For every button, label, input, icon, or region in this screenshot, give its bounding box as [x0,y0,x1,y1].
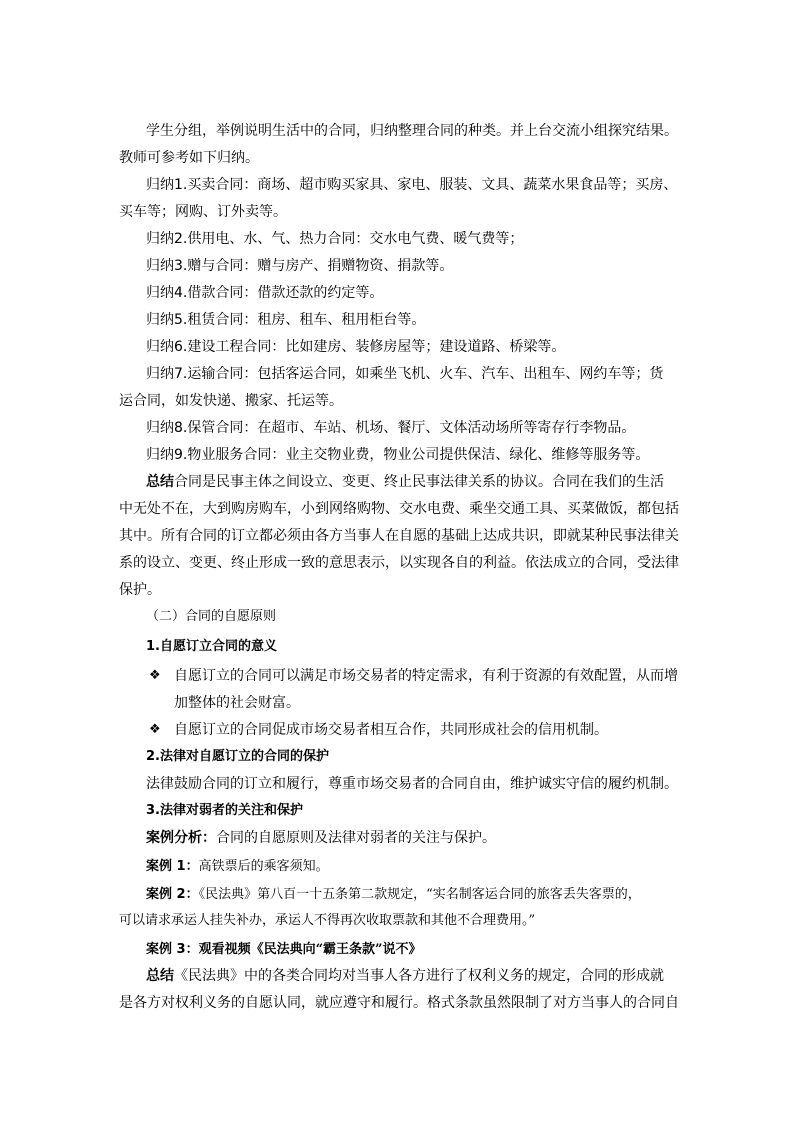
case-line [146,884,641,905]
summary-item [146,175,677,195]
summary-item [146,337,565,357]
subsection-title: 3.法律对弱者的关注和保护 [146,803,303,818]
subsection-title: 1.自愿订立合同的意义 [146,639,277,654]
bullet-text: 自愿订立的合同可以满足市场交易者的特定需求，有利于资源的有效配置，从而增 [174,668,678,684]
summary-item [146,418,635,438]
section-heading: （二）合同的自愿原则 [146,609,277,624]
summary-label: 归纳 [146,177,174,193]
bullet-icon: ❖ [149,722,161,737]
summary-label: 归纳 [146,447,174,463]
summary-text: 1.买卖合同：商场、超市购买家具、家电、服装、文具、蔬菜水果食品等；买房、 [174,177,678,193]
conclusion-line: 中无处不在，大到购房购车，小到网络购物、交水电费、乘坐交通工具、买菜做饭，都包括 [119,501,679,517]
intro-line: 学生分组，举例说明生活中的合同，归纳整理合同的种类。并上台交流小组探究结果。 [146,123,678,139]
case-analysis-line [146,828,496,848]
summary-text: 8.保管合同：在超市、车站、机场、餐厅、文体活动场所等寄存行李物品。 [174,420,636,436]
conclusion-text: 《民法典》中的各类合同均对当事人各方进行了权利义务的规定，合同的形成就 [174,968,664,984]
case-line [146,856,329,877]
conclusion-line: 保护。 [119,582,161,598]
case-label: 案例 3： [146,942,199,957]
summary-item [146,256,453,276]
case-label: 案例 2： [146,887,199,902]
case-continuation: 可以请求承运人挂失补办，承运人不得再次收取票款和其他不合理费用。” [119,913,536,928]
summary-item [146,445,649,465]
summary-text: 3.赠与合同：赠与房产、捐赠物资、捐款等。 [174,258,454,274]
summary-label: 归纳 [146,420,174,436]
bullet-text: 加整体的社会财富。 [174,695,300,711]
summary-label: 归纳 [146,231,174,247]
conclusion-line: 其中。所有合同的订立都必须由各方当事人在自愿的基础上达成共识，即就某种民事法律关 [119,528,679,544]
summary-item [146,283,383,303]
conclusion-line: 系的设立、变更、终止形成一致的意思表示，以实现各自的利益。依法成立的合同，受法律 [119,555,679,571]
summary-continuation: 买车等；网购、订外卖等。 [119,204,287,220]
summary-label: 归纳 [146,339,174,355]
intro-line: 教师可参考如下归纳。 [119,150,259,166]
conclusion-line: 是各方对权利义务的自愿认同，就应遵守和履行。格式条款虽然限制了对方当事人的合同自 [119,995,679,1011]
summary-label: 归纳 [146,366,174,382]
bullet-text: 自愿订立的合同促成市场交易者相互合作，共同形成社会的信用机制。 [174,722,608,738]
summary-continuation: 运合同，如发快递、搬家、托运等。 [119,393,343,409]
summary-text: 6.建设工程合同：比如建房、装修房屋等；建设道路、桥梁等。 [174,339,566,355]
conclusion-text: 合同是民事主体之间设立、变更、终止民事法律关系的协议。合同在我们的生活 [174,474,664,490]
case-analysis-label: 案例分析： [146,830,216,846]
summary-item [146,229,523,249]
summary-text: 7.运输合同：包括客运合同，如乘坐飞机、火车、汽车、出租车、网约车等；货 [174,366,664,382]
summary-text: 4.借款合同：借款还款的约定等。 [174,285,384,301]
conclusion-label: 总结 [146,474,174,490]
body-text: 法律鼓励合同的订立和履行，尊重市场交易者的合同自由，维护诚实守信的履约机制。 [146,776,678,792]
case-label: 案例 1： [146,859,199,874]
summary-text: 2.供用电、水、气、热力合同：交水电气费、暖气费等； [174,231,524,247]
conclusion-line [146,472,664,492]
case-text: 《民法典》第八百一十五条第二款规定，“实名制客运合同的旅客丢失客票的， [198,887,641,902]
summary-label: 归纳 [146,312,174,328]
case-text: 高铁票后的乘客须知。 [198,859,329,874]
case-text: 观看视频《民法典向“霸王条款”说不》 [198,942,422,957]
summary-text: 5.租赁合同：租房、租车、租用柜台等。 [174,312,426,328]
summary-label: 归纳 [146,258,174,274]
summary-item [146,364,663,384]
summary-text: 9.物业服务合同：业主交物业费，物业公司提供保洁、绿化、维修等服务等。 [174,447,650,463]
conclusion-label: 总结 [146,968,174,984]
subsection-title: 2.法律对自愿订立的合同的保护 [146,749,329,764]
conclusion-line [146,966,664,986]
bullet-icon: ❖ [149,668,161,683]
summary-label: 归纳 [146,285,174,301]
summary-item [146,310,425,330]
case-analysis-text: 合同的自愿原则及法律对弱者的关注与保护。 [216,830,496,846]
case-line [146,939,422,960]
